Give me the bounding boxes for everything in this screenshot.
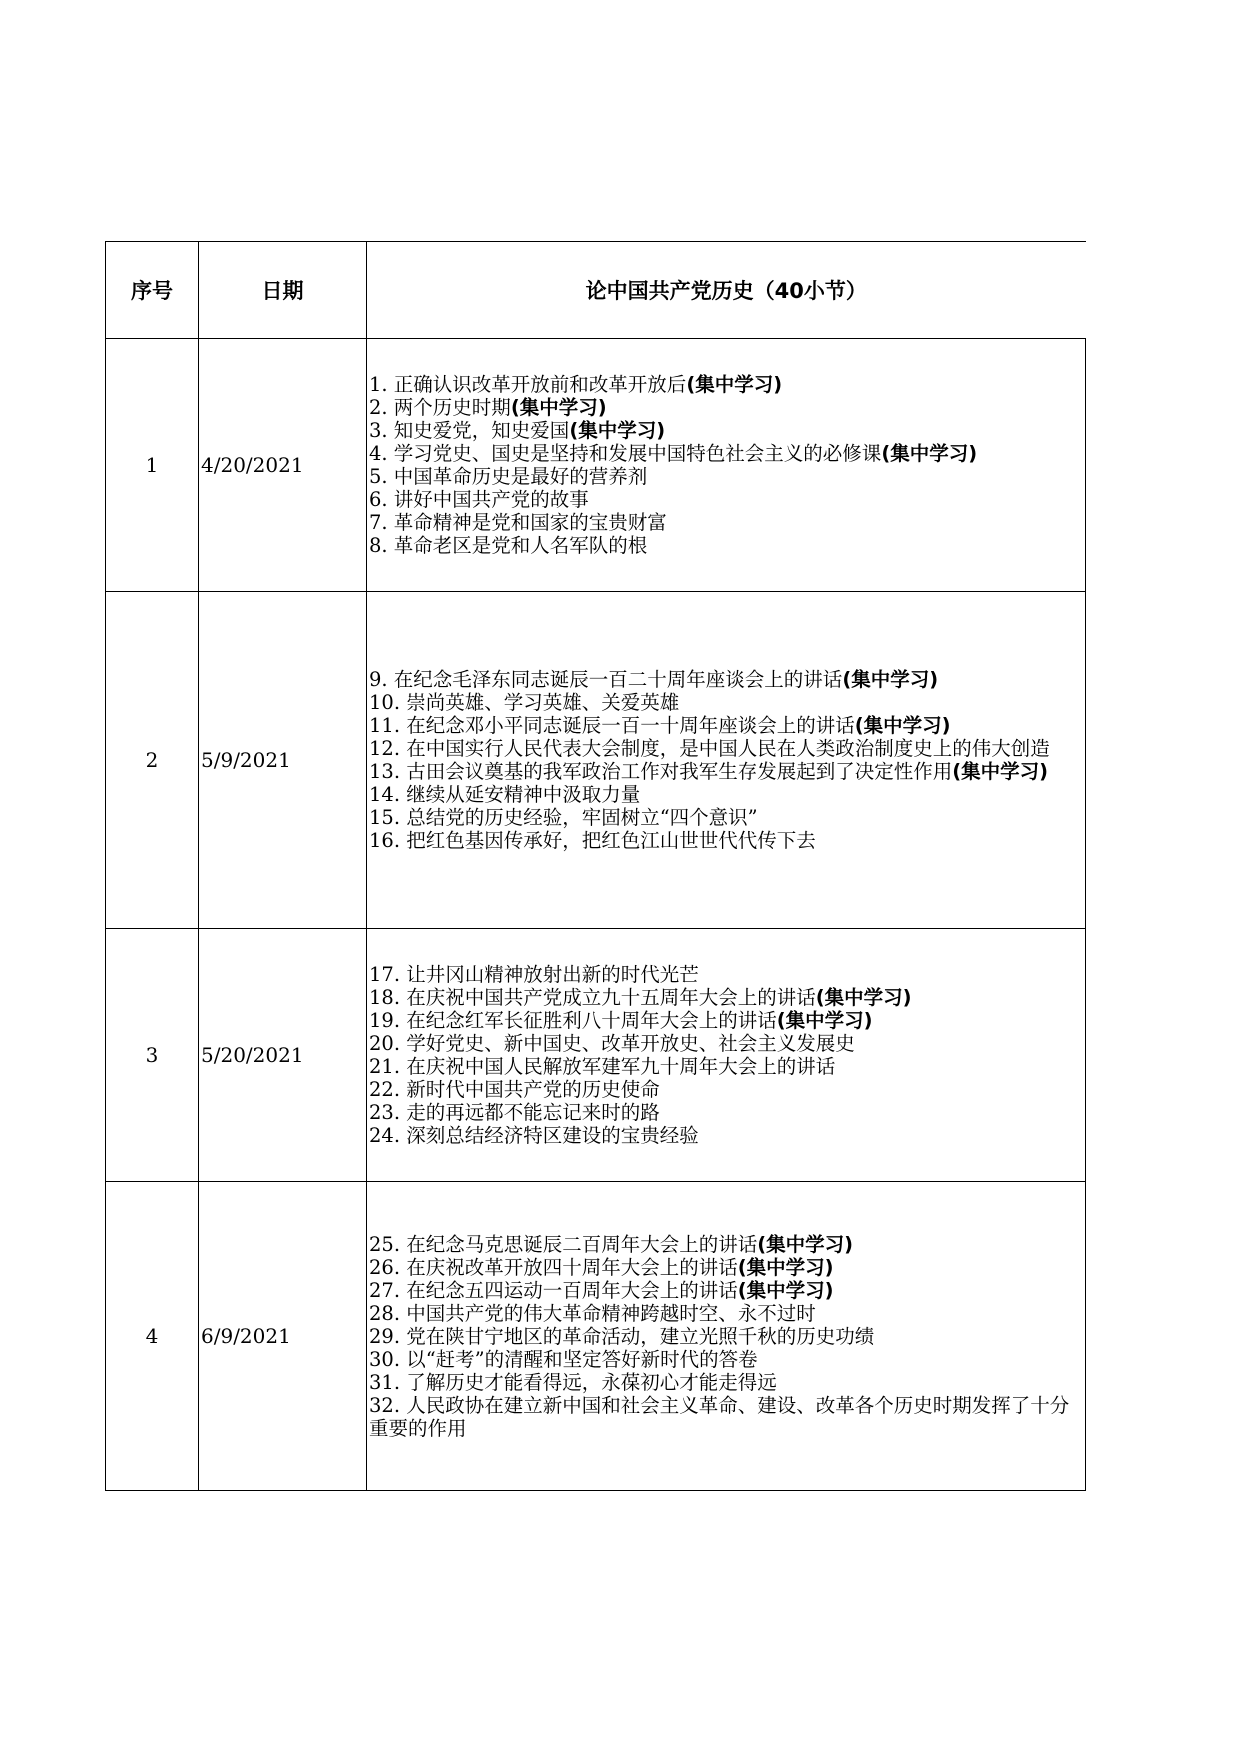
topic-item (369, 714, 1085, 737)
group-study-tag: (集中学习) (881, 442, 978, 465)
topic-text: 5. 中国革命历史是最好的营养剂 (369, 465, 648, 488)
group-study-tag: (集中学习) (815, 986, 912, 1009)
group-study-tag: (集中学习) (757, 1232, 854, 1256)
topic-text: 25. 在纪念马克思诞辰二百周年大会上的讲话 (369, 1232, 758, 1256)
topic-text: 14. 继续从延安精神中汲取力量 (369, 783, 641, 806)
topic-text: 23. 走的再远都不能忘记来时的路 (369, 1101, 660, 1124)
topic-item (369, 1394, 1085, 1440)
topic-item (369, 1124, 1085, 1147)
topic-item (369, 668, 1085, 691)
topic-item (369, 534, 1085, 557)
topic-item (369, 829, 1085, 852)
row-date: 5/9/2021 (199, 592, 367, 929)
topic-item (369, 1279, 1085, 1302)
topic-item (369, 1348, 1085, 1371)
topic-text: 30. 以“赶考”的清醒和坚定答好新时代的答卷 (369, 1347, 758, 1371)
group-study-tag: (集中学习) (952, 760, 1049, 783)
topic-text: 16. 把红色基因传承好，把红色江山世世代代传下去 (369, 829, 816, 852)
header-date: 日期 (199, 242, 367, 339)
topic-text: 11. 在纪念邓小平同志诞辰一百一十周年座谈会上的讲话 (369, 714, 855, 737)
topic-item (369, 465, 1085, 488)
topic-item (369, 419, 1085, 442)
topic-text: 13. 古田会议奠基的我军政治工作对我军生存发展起到了决定性作用 (369, 760, 953, 783)
header-seq: 序号 (106, 242, 199, 339)
topic-item (369, 511, 1085, 534)
row-date: 5/20/2021 (199, 929, 367, 1182)
row-date: 6/9/2021 (199, 1182, 367, 1491)
row-seq: 3 (106, 929, 199, 1182)
row-seq: 4 (106, 1182, 199, 1491)
group-study-tag: (集中学习) (776, 1009, 873, 1032)
topic-text: 7. 革命精神是党和国家的宝贵财富 (369, 511, 667, 534)
topic-item (369, 1101, 1085, 1124)
header-row (106, 242, 1086, 339)
topic-text: 27. 在纪念五四运动一百周年大会上的讲话 (369, 1278, 738, 1302)
topic-text: 15. 总结党的历史经验，牢固树立“四个意识” (369, 806, 758, 829)
topic-item (369, 1371, 1085, 1394)
group-study-tag: (集中学习) (737, 1255, 834, 1279)
topic-text: 29. 党在陕甘宁地区的革命活动，建立光照千秋的历史功绩 (369, 1324, 875, 1348)
topic-item (369, 373, 1085, 396)
row-seq: 1 (106, 339, 199, 592)
topic-item (369, 1256, 1085, 1279)
topic-text: 10. 崇尚英雄、学习英雄、关爱英雄 (369, 691, 680, 714)
topic-item (369, 1032, 1085, 1055)
topic-text: 24. 深刻总结经济特区建设的宝贵经验 (369, 1124, 699, 1147)
topic-text: 3. 知史爱党，知史爱国 (369, 419, 570, 442)
table-row (106, 1182, 1086, 1491)
table-row (106, 929, 1086, 1182)
topic-item (369, 488, 1085, 511)
row-items (367, 929, 1086, 1182)
topic-item (369, 396, 1085, 419)
group-study-tag: (集中学习) (737, 1278, 834, 1302)
group-study-tag: (集中学习) (854, 714, 951, 737)
group-study-tag: (集中学习) (569, 419, 666, 442)
row-seq: 2 (106, 592, 199, 929)
topic-text: 22. 新时代中国共产党的历史使命 (369, 1078, 660, 1101)
topic-text: 32. 人民政协在建立新中国和社会主义革命、建设、改革各个历史时期发挥了十分重要的作用 (369, 1393, 1070, 1440)
topic-item (369, 442, 1085, 465)
topic-item (369, 1078, 1085, 1101)
topic-text: 20. 学好党史、新中国史、改革开放史、社会主义发展史 (369, 1032, 855, 1055)
topic-item (369, 806, 1085, 829)
topic-text: 1. 正确认识改革开放前和改革开放后 (369, 373, 687, 396)
group-study-tag: (集中学习) (842, 668, 939, 691)
topic-text: 12. 在中国实行人民代表大会制度，是中国人民在人类政治制度史上的伟大创造 (369, 737, 1050, 760)
group-study-tag: (集中学习) (686, 373, 783, 396)
topic-text: 4. 学习党史、国史是坚持和发展中国特色社会主义的必修课 (369, 442, 882, 465)
topic-text: 17. 让井冈山精神放射出新的时代光芒 (369, 963, 699, 986)
topic-item (369, 691, 1085, 714)
topic-text: 2. 两个历史时期 (369, 396, 511, 419)
topic-text: 26. 在庆祝改革开放四十周年大会上的讲话 (369, 1255, 738, 1279)
topic-text: 28. 中国共产党的伟大革命精神跨越时空、永不过时 (369, 1301, 816, 1325)
topic-item (369, 783, 1085, 806)
topic-item (369, 1302, 1085, 1325)
topic-text: 6. 讲好中国共产党的故事 (369, 488, 589, 511)
topic-item (369, 760, 1085, 783)
topic-text: 19. 在纪念红军长征胜利八十周年大会上的讲话 (369, 1009, 777, 1032)
topic-item (369, 1009, 1085, 1032)
topic-item (369, 1055, 1085, 1078)
topic-text: 9. 在纪念毛泽东同志诞辰一百二十周年座谈会上的讲话 (369, 668, 843, 691)
row-items (367, 339, 1086, 592)
topic-text: 8. 革命老区是党和人名军队的根 (369, 534, 648, 557)
study-schedule-table (105, 241, 1086, 1491)
topic-text: 21. 在庆祝中国人民解放军建军九十周年大会上的讲话 (369, 1055, 836, 1078)
table-row (106, 592, 1086, 929)
topic-item (369, 1325, 1085, 1348)
topic-item (369, 986, 1085, 1009)
row-date: 4/20/2021 (199, 339, 367, 592)
topic-item (369, 1233, 1085, 1256)
group-study-tag: (集中学习) (510, 396, 607, 419)
table-row (106, 339, 1086, 592)
topic-item (369, 737, 1085, 760)
topic-text: 18. 在庆祝中国共产党成立九十五周年大会上的讲话 (369, 986, 816, 1009)
header-title: 论中国共产党历史（40小节） (367, 242, 1086, 339)
row-items (367, 592, 1086, 929)
topic-text: 31. 了解历史才能看得远，永葆初心才能走得远 (369, 1370, 777, 1394)
row-items (367, 1182, 1086, 1491)
topic-item (369, 963, 1085, 986)
